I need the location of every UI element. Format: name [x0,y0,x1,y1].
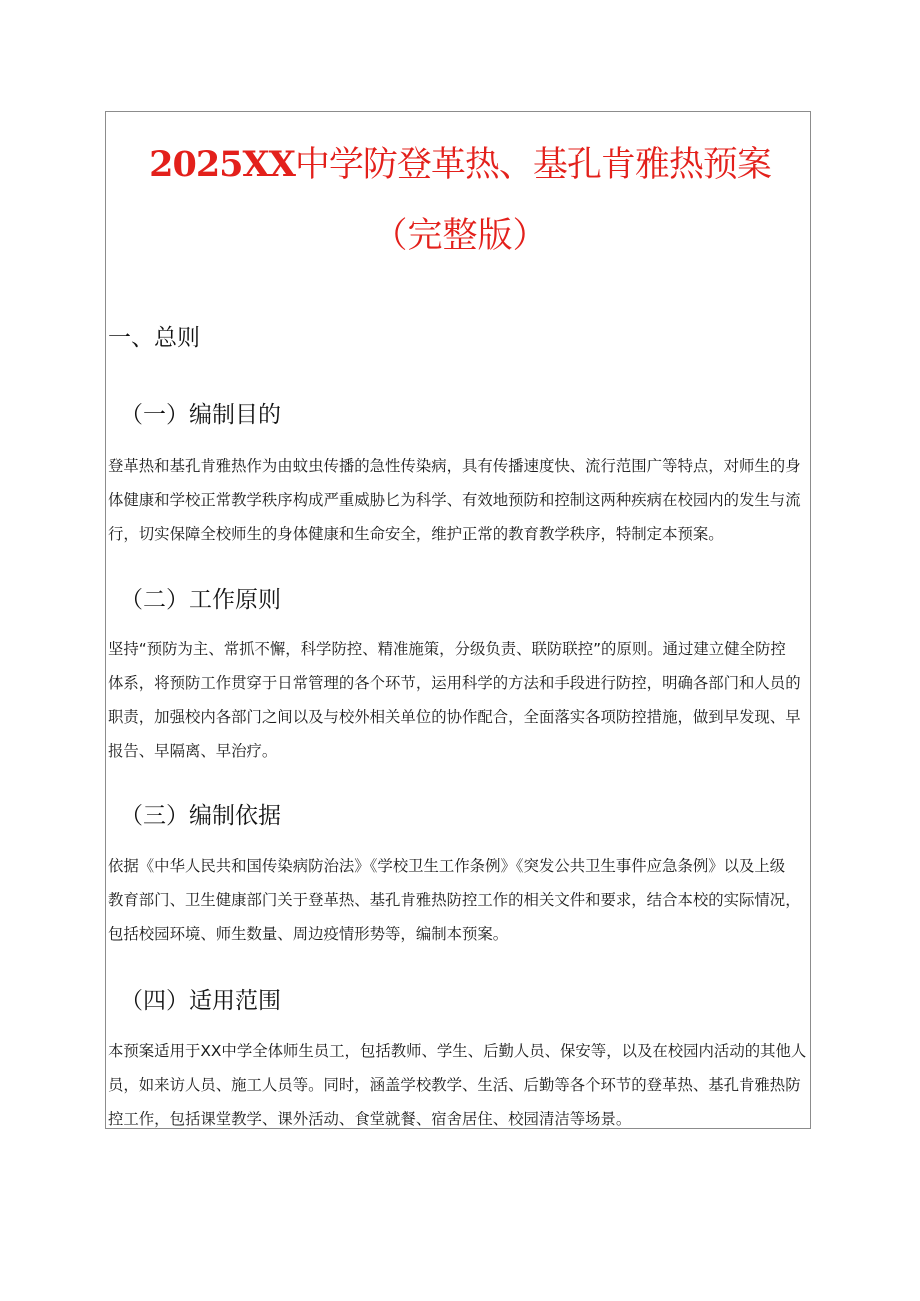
paragraph-line: 包括校园环境、师生数量、周边疫情形势等，编制本预案。 [108,925,509,943]
paragraph-principles [108,632,808,768]
paragraph-line: 控工作，包括课堂教学、课外活动、食堂就餐、宿舍居住、校园清洁等场景。 [108,1110,632,1128]
paragraph-line: 坚持“预防为主、常抓不懈，科学防控、精准施策，分级负责、联防联控”的原则。通过建立健全防控 [108,640,786,658]
paragraph-line: 体健康和学校正常教学秩序构成严重威胁匕为科学、有效地预防和控制这两种疾病在校园内的发生与流 [108,491,801,509]
document-title [0,143,920,187]
subsection-heading-scope: （四）适用范围 [120,988,281,1014]
paragraph-scope [108,1034,808,1136]
paragraph-line: 行，切实保障全校师生的身体健康和生命安全，维护正常的教育教学秩序，特制定本预案。 [108,525,724,543]
paragraph-line: 报告、早隔离、早治疗。 [108,742,278,760]
title-prefix: 2025XX [149,144,295,185]
paragraph-line: 本预案适用于XX中学全体师生员工，包括教师、学生、后勤人员、保安等，以及在校园内活动的其他人 [108,1042,807,1060]
paragraph-purpose [108,449,808,551]
paragraph-line: 职责，加强校内各部门之间以及与校外相关单位的协作配合，全面落实各项防控措施，做到早发现、早 [108,708,801,726]
paragraph-line: 员，如来访人员、施工人员等。同时，涵盖学校教学、生活、后勤等各个环节的登革热、基孔肯雅热防 [108,1076,801,1094]
subsection-heading-basis: （三）编制依据 [120,803,281,829]
paragraph-line: 体系，将预防工作贯穿于日常管理的各个环节，运用科学的方法和手段进行防控，明确各部门和人员的 [108,674,801,692]
subsection-heading-principles: （二）工作原则 [120,587,281,613]
paragraph-basis [108,849,808,951]
paragraph-line: 登革热和基孔肯雅热作为由蚊虫传播的急性传染病，具有传播速度快、流行范围广等特点，对师生的身 [108,457,801,475]
section-heading-general: 一、总则 [108,325,200,351]
document-frame [105,111,811,1129]
paragraph-line: 依据《中华人民共和国传染病防治法》《学校卫生工作条例》《突发公共卫生事件应急条例》以及上级 [108,857,786,875]
document-subtitle: （完整版） [372,216,548,256]
title-rest: 中学防登革热、基孔肯雅热预案 [294,145,771,185]
paragraph-line: 教育部门、卫生健康部门关于登革热、基孔肯雅热防控工作的相关文件和要求，结合本校的实际情况， [108,891,801,909]
subsection-heading-purpose: （一）编制目的 [120,402,281,428]
